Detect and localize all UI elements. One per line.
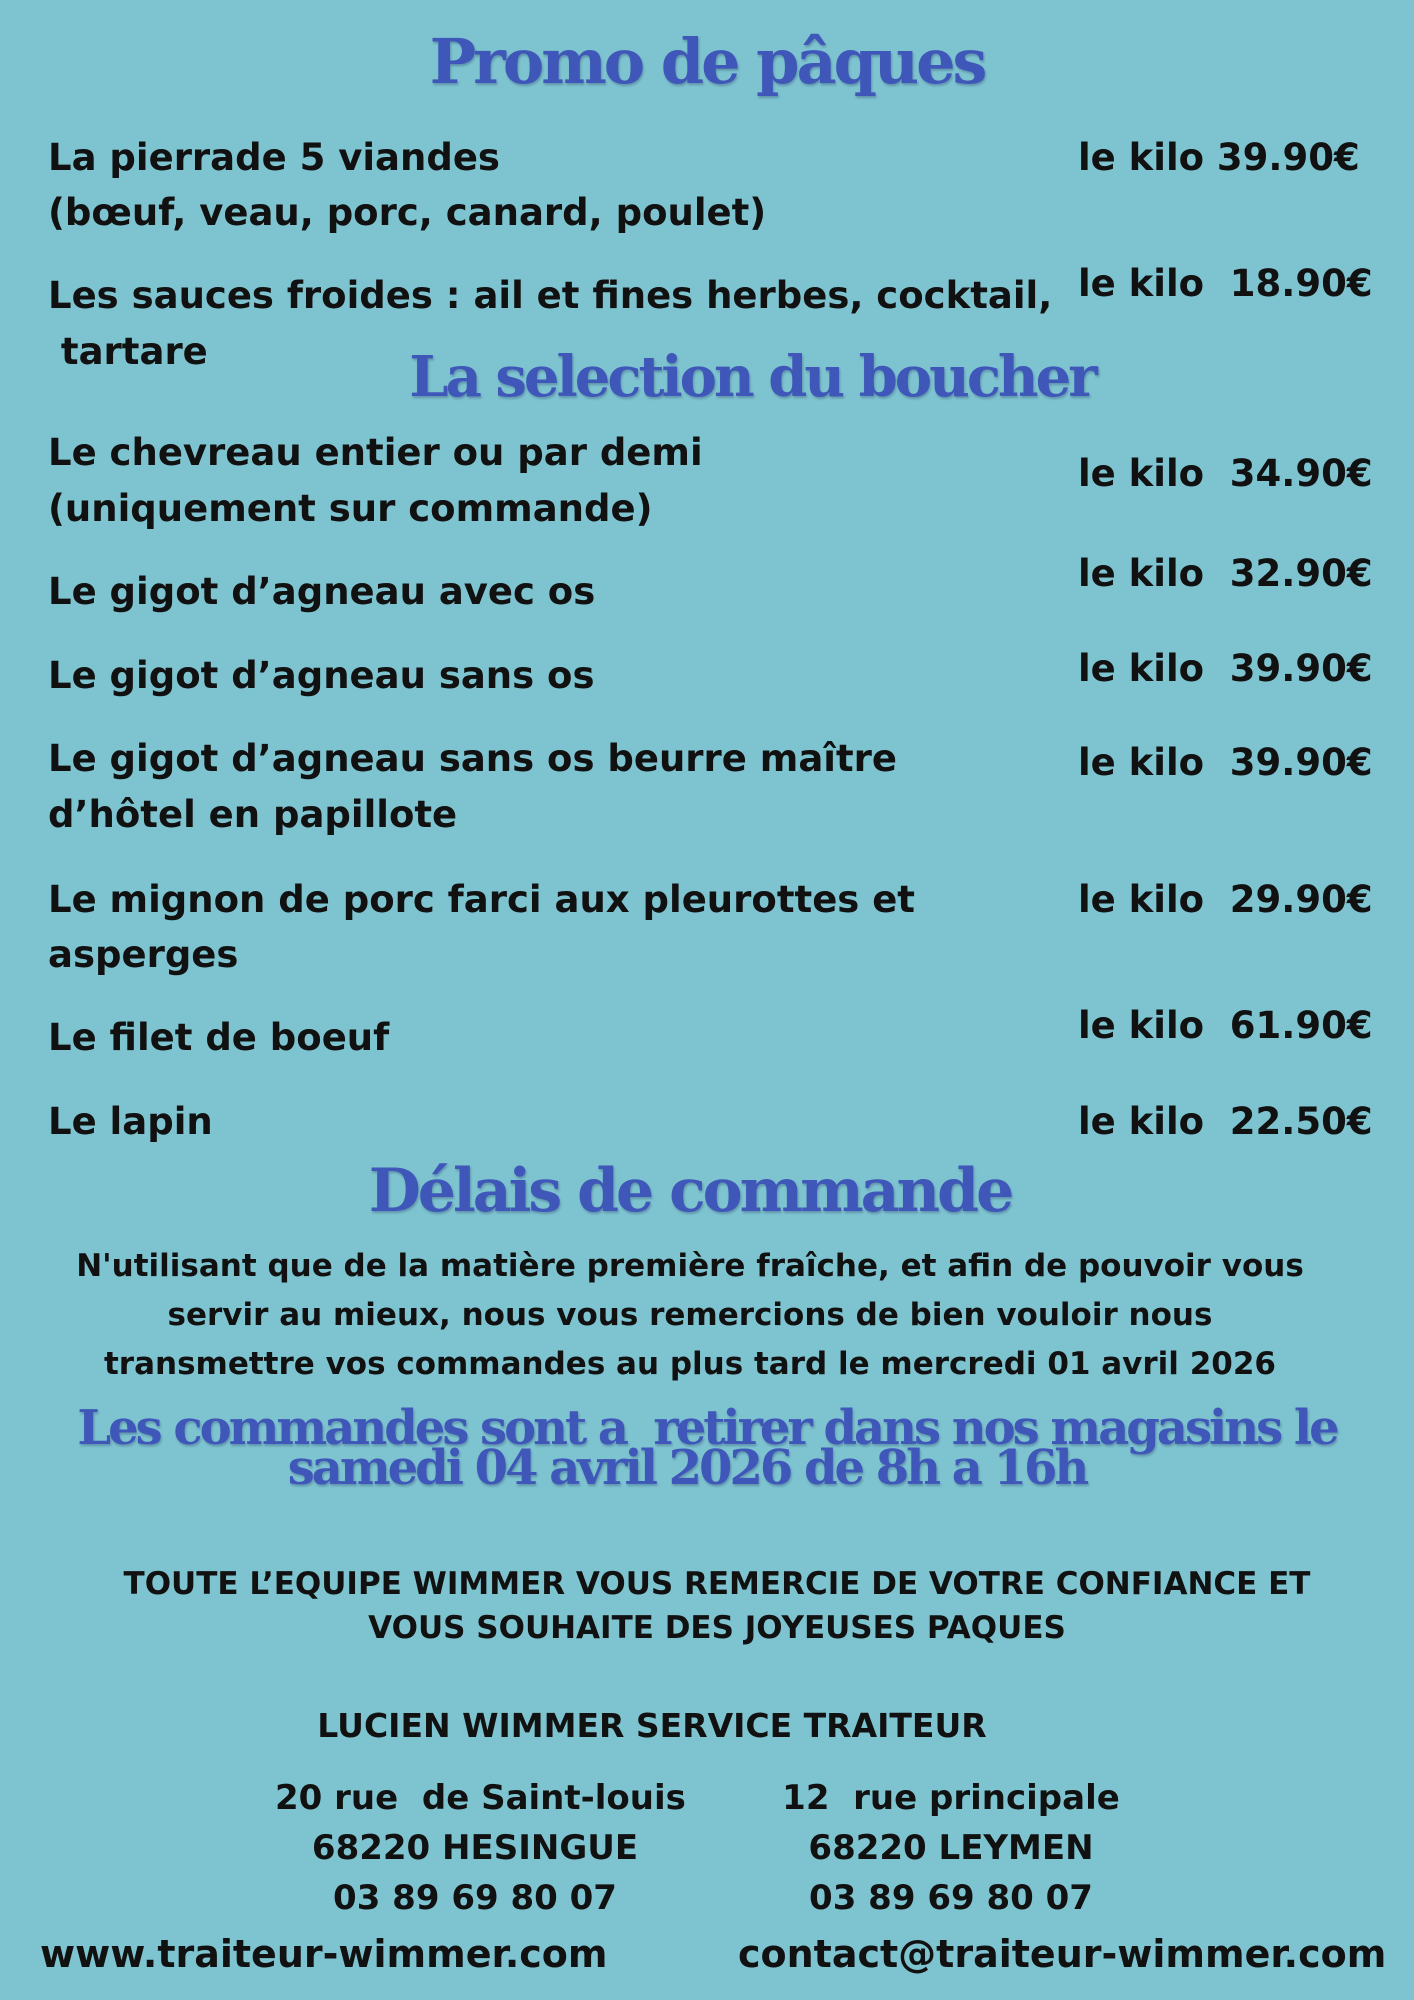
selection-item-2-line1: Le gigot d’agneau avec os [48, 570, 596, 613]
promo-item-1-line1: La pierrade 5 viandes [48, 136, 500, 179]
shop-hesingue-city: 68220 HESINGUE [311, 1828, 639, 1868]
shop-hesingue-street: 20 rue de Saint-louis [275, 1778, 686, 1818]
selection-item-4-line2: d’hôtel en papillote [48, 793, 458, 836]
delais-line-1: N'utilisant que de la matière première fraîche, et afin de pouvoir vous [76, 1248, 1304, 1284]
promo-item-1-price: le kilo 39.90€ [1078, 136, 1360, 179]
heading-retrait [0, 1400, 1414, 1496]
retrait-line-1: Les commandes sont a retirer dans nos magasins le [77, 1400, 1337, 1456]
thanks-line-1: TOUTE L’EQUIPE WIMMER VOUS REMERCIE DE VOTRE CONFIANCE ET [123, 1566, 1311, 1602]
selection-item-2-price: le kilo 32.90€ [1078, 552, 1373, 595]
email-link[interactable]: contact@traiteur-wimmer.com [738, 1932, 1387, 1976]
thanks-message [0, 1562, 1414, 1650]
selection-item-3-line1: Le gigot d’agneau sans os [48, 654, 595, 697]
delais-line-2: servir au mieux, nous vous remercions de bien vouloir nous [167, 1297, 1213, 1333]
shop-leymen-street: 12 rue principale [782, 1778, 1120, 1818]
heading-delais: Délais de commande [368, 1156, 1012, 1226]
selection-item-5-line1: Le mignon de porc farci aux pleurottes et [48, 878, 915, 921]
retrait-line-2: samedi 04 avril 2026 de 8h a 16h [287, 1440, 1087, 1496]
delais-line-3: transmettre vos commandes au plus tard le mercredi 01 avril 2026 [103, 1346, 1277, 1382]
selection-item-4-price: le kilo 39.90€ [1078, 741, 1373, 784]
promo-item-2-price: le kilo 18.90€ [1078, 262, 1373, 305]
shop-hesingue [275, 1773, 686, 1923]
selection-item-6-price: le kilo 61.90€ [1078, 1004, 1373, 1047]
selection-item-3-price: le kilo 39.90€ [1078, 647, 1373, 690]
company-name: LUCIEN WIMMER SERVICE TRAITEUR [317, 1706, 987, 1745]
website-link[interactable]: www.traiteur-wimmer.com [40, 1932, 608, 1976]
selection-item-1-line1: Le chevreau entier ou par demi [48, 431, 703, 474]
selection-item-1-price: le kilo 34.90€ [1078, 452, 1373, 495]
shop-hesingue-phone: 03 89 69 80 07 [333, 1878, 617, 1918]
heading-selection: La selection du boucher [409, 344, 1095, 410]
thanks-line-2: VOUS SOUHAITE DES JOYEUSES PAQUES [368, 1610, 1066, 1646]
selection-item-7-price: le kilo 22.50€ [1078, 1100, 1373, 1143]
shop-leymen [751, 1773, 1151, 1923]
selection-item-7-line1: Le lapin [48, 1100, 213, 1143]
selection-item-1-line2: (uniquement sur commande) [48, 487, 653, 530]
heading-promo: Promo de pâques [429, 25, 985, 98]
promo-item-1-line2: (bœuf, veau, porc, canard, poulet) [48, 191, 767, 234]
shop-leymen-city: 68220 LEYMEN [808, 1828, 1094, 1868]
selection-item-6-line1: Le filet de boeuf [48, 1016, 390, 1059]
promo-item-2-line1: Les sauces froides : ail et fines herbes, cocktail, [48, 274, 1053, 317]
selection-item-5-line2: asperges [48, 933, 239, 976]
delais-paragraph [0, 1242, 1380, 1389]
selection-item-5-price: le kilo 29.90€ [1078, 878, 1373, 921]
promo-item-2-line2: tartare [48, 330, 208, 373]
selection-item-4-line1: Le gigot d’agneau sans os beurre maître [48, 737, 897, 780]
shop-leymen-phone: 03 89 69 80 07 [809, 1878, 1093, 1918]
